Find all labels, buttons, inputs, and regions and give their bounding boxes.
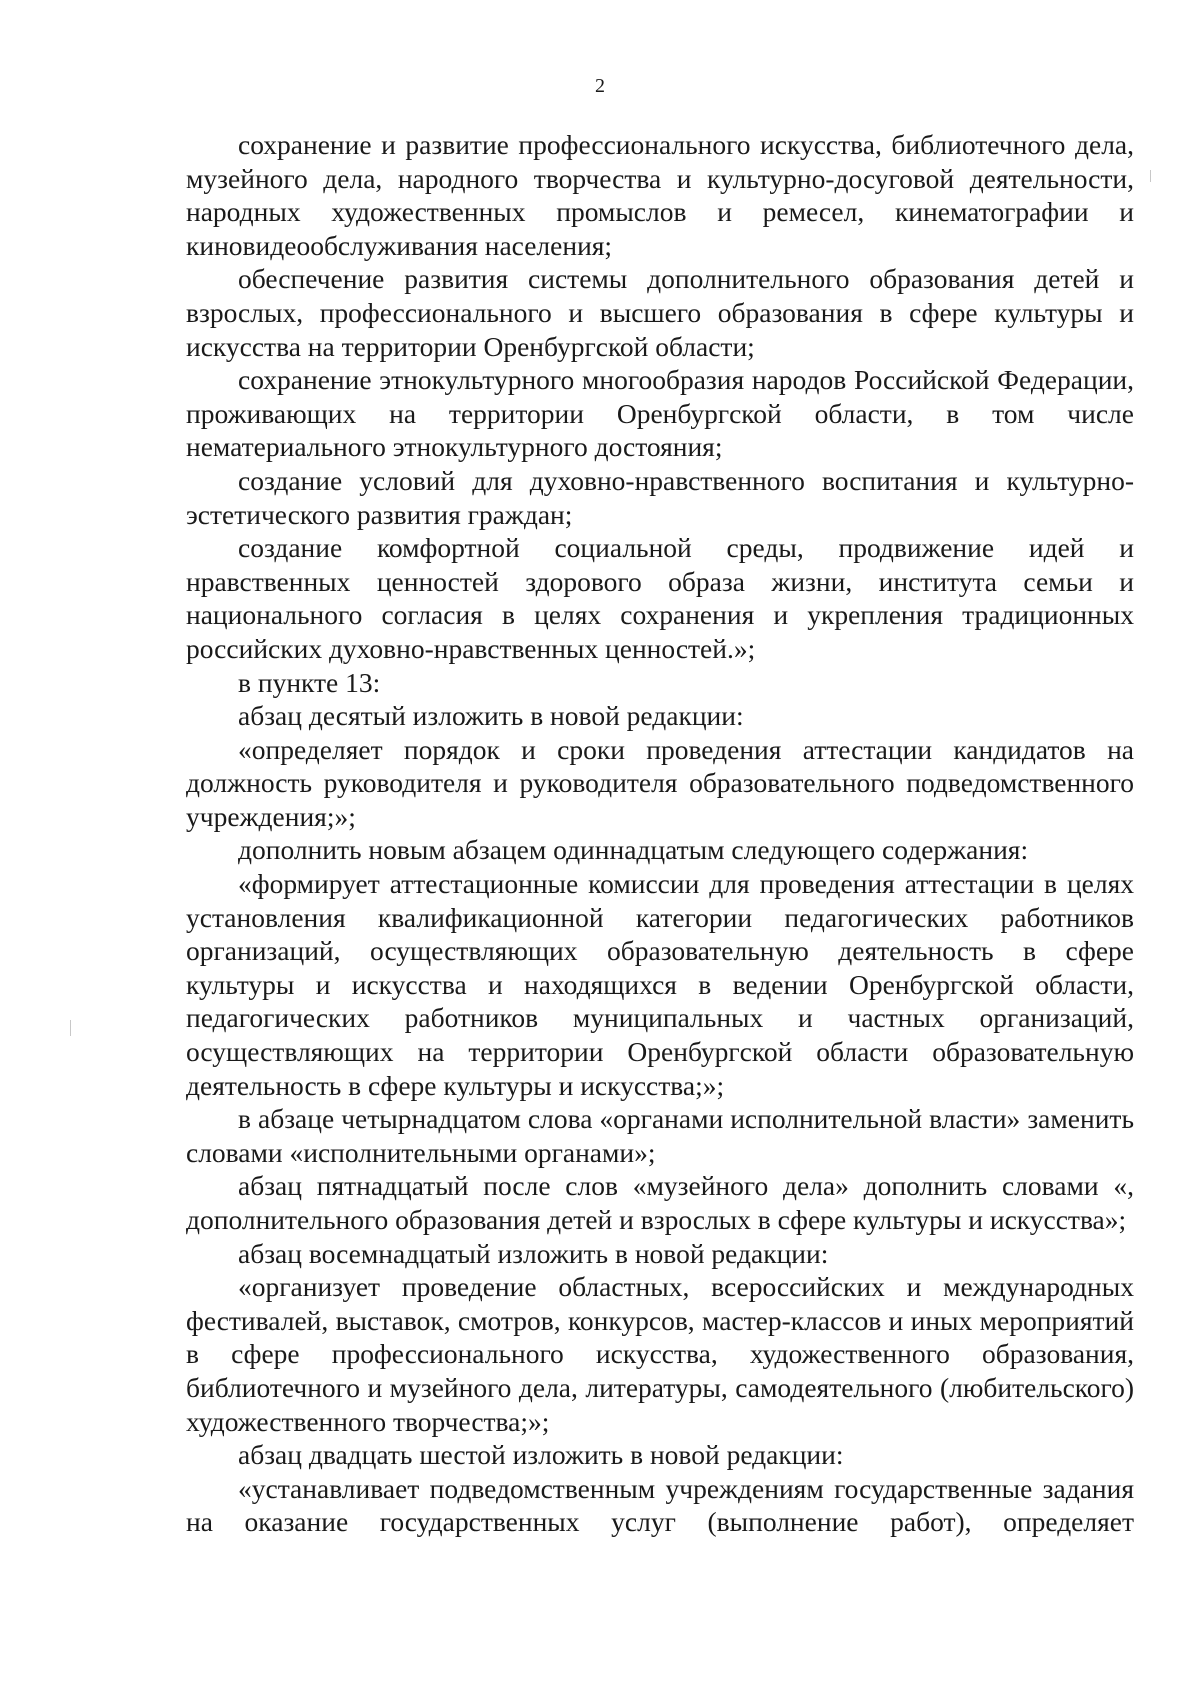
scan-mark bbox=[70, 1020, 71, 1036]
paragraph: обеспечение развития системы дополнительного образования детей и взрослых, профессионального и высшего образования в сфере культуры и искусства на территории Оренбургской области; bbox=[186, 263, 1134, 362]
paragraph: «определяет порядок и сроки проведения аттестации кандидатов на должность руководителя и руководителя образовательного подведомственного учреждения;»; bbox=[186, 733, 1134, 832]
paragraph: создание условий для духовно-нравственного воспитания и культурно-эстетического развития граждан; bbox=[186, 464, 1134, 530]
paragraph: абзац десятый изложить в новой редакции: bbox=[238, 700, 744, 732]
paragraph: «организует проведение областных, всероссийских и международных фестивалей, выставок, смотров, конкурсов, мастер-классов и иных мероприятий в сфере профессионального искусства, художественного образования, библиотечного и музейного дела, литературы, самодеятельного (любительского) художественного творчества;»; bbox=[186, 1271, 1134, 1437]
scan-mark bbox=[1150, 170, 1151, 182]
paragraph: абзац восемнадцатый изложить в новой редакции: bbox=[238, 1237, 829, 1269]
page-number: 2 bbox=[595, 75, 605, 97]
paragraph: в абзаце четырнадцатом слова «органами исполнительной власти» заменить словами «исполнительными органами»; bbox=[186, 1103, 1134, 1168]
paragraph: абзац двадцать шестой изложить в новой редакции: bbox=[238, 1439, 844, 1471]
paragraph: сохранение этнокультурного многообразия народов Российской Федерации, проживающих на территории Оренбургской области, в том числе нематериального этнокультурного достояния; bbox=[186, 364, 1134, 463]
paragraph: сохранение и развитие профессионального искусства, библиотечного дела, музейного дела, народного творчества и культурно-досуговой деятельности, народных художественных промыслов и ремесел, кинематографии и киновидеообслуживания населения; bbox=[186, 129, 1134, 261]
paragraph: «формирует аттестационные комиссии для проведения аттестации в целях установления квалификационной категории педагогических работников организаций, осуществляющих образовательную деятельность в сфере культуры и искусства и находящихся в ведении Оренбургской области, педагогических работников муниципальных и частных организаций, осуществляющих на территории Оренбургской области образовательную деятельность в сфере культуры и искусства;»; bbox=[186, 868, 1134, 1101]
paragraph: дополнить новым абзацем одиннадцатым следующего содержания: bbox=[238, 834, 1029, 866]
paragraph: создание комфортной социальной среды, продвижение идей и нравственных ценностей здорового образа жизни, института семьи и национального согласия в целях сохранения и укрепления традиционных российских духовно-нравственных ценностей.»; bbox=[186, 532, 1134, 664]
document-body bbox=[186, 128, 1134, 1539]
paragraph: «устанавливает подведомственным учреждениям государственные задания на оказание государственных услуг (выполнение работ), определяет bbox=[186, 1472, 1134, 1538]
paragraph: абзац пятнадцатый после слов «музейного дела» дополнить словами «, дополнительного образования детей и взрослых в сфере культуры и искусства»; bbox=[186, 1170, 1134, 1235]
paragraph: в пункте 13: bbox=[238, 666, 381, 698]
